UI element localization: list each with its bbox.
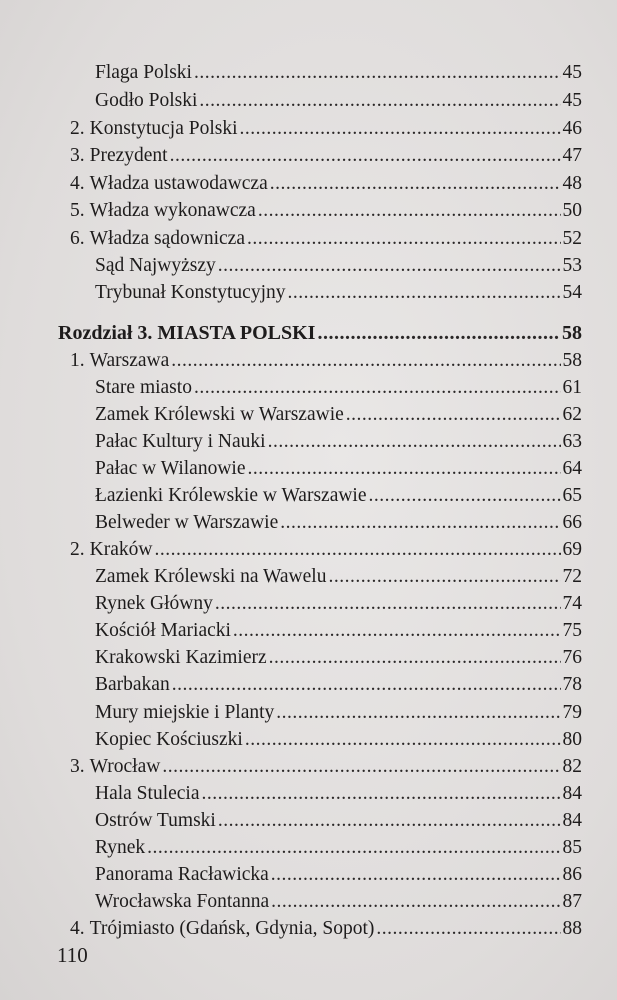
toc-entry-title: Warszawa xyxy=(89,350,170,371)
toc-entry-number: 2. xyxy=(70,118,85,139)
toc-entry-title: Zamek Królewski w Warszawie xyxy=(95,404,344,425)
toc-entry xyxy=(70,754,582,780)
chapter-heading xyxy=(58,320,582,346)
dot-leader xyxy=(276,700,560,726)
toc-entry-title: Zamek Królewski na Wawelu xyxy=(95,566,327,587)
toc-entry-title: Władza wykonawcza xyxy=(89,200,256,221)
dot-leader xyxy=(194,375,561,401)
toc-entry-title: Kraków xyxy=(89,539,153,560)
toc-entry-page: 65 xyxy=(562,485,582,506)
toc-entry-page: 63 xyxy=(562,431,582,452)
toc-entry xyxy=(95,429,582,455)
toc-entry-page: 50 xyxy=(562,200,582,221)
toc-entry-number: 6. xyxy=(70,228,85,249)
toc-entry xyxy=(95,672,582,698)
toc-entry-number: 2. xyxy=(70,539,85,560)
toc-entry-number: 4. xyxy=(70,173,85,194)
toc-entry-title: Trybunał Konstytucyjny xyxy=(95,282,286,303)
toc-entry-title: Pałac Kultury i Nauki xyxy=(95,431,266,452)
dot-leader xyxy=(346,402,561,428)
dot-leader xyxy=(328,564,560,590)
toc-entry xyxy=(95,510,582,536)
dot-leader xyxy=(240,116,561,142)
toc-entry-page: 46 xyxy=(562,118,582,139)
toc-entry-page: 84 xyxy=(562,783,582,804)
toc-entry-title: Krakowski Kazimierz xyxy=(95,647,267,668)
toc-entry-title: Stare miasto xyxy=(95,377,192,398)
toc-entry-page: 79 xyxy=(562,702,582,723)
toc-entry-title: Wrocławska Fontanna xyxy=(95,891,270,912)
toc-entry-title: Prezydent xyxy=(89,145,168,166)
toc-entry xyxy=(70,348,582,374)
toc-entry-title: Panorama Racławicka xyxy=(95,864,269,885)
toc-entry-page: 45 xyxy=(562,62,582,83)
dot-leader xyxy=(317,320,560,346)
toc-entry-page: 69 xyxy=(562,539,582,560)
toc-entry-title: Pałac w Wilanowie xyxy=(95,458,246,479)
toc-entry-page: 78 xyxy=(562,674,582,695)
toc-entry xyxy=(95,591,582,617)
dot-leader xyxy=(288,280,561,306)
toc-entry xyxy=(70,171,582,197)
chapter-page: 58 xyxy=(562,322,582,344)
toc-entry xyxy=(70,198,582,224)
toc-entry xyxy=(70,916,582,942)
toc-entry xyxy=(95,564,582,590)
toc-entry xyxy=(70,537,582,563)
toc-entry-title: Godło Polski xyxy=(95,90,198,111)
toc-entry-page: 54 xyxy=(562,282,582,303)
toc-entry-title: Sąd Najwyższy xyxy=(95,255,216,276)
toc-entry xyxy=(95,862,582,888)
dot-leader xyxy=(147,835,560,861)
dot-leader xyxy=(172,672,561,698)
toc-entry-number: 3. xyxy=(70,145,85,166)
dot-leader xyxy=(215,591,561,617)
toc-entry-page: 61 xyxy=(562,377,582,398)
toc-entry xyxy=(70,143,582,169)
toc-entry-title: Mury miejskie i Planty xyxy=(95,702,275,723)
toc-entry-title: Wrocław xyxy=(89,756,161,777)
toc-entry-page: 75 xyxy=(562,620,582,641)
dot-leader xyxy=(258,198,561,224)
dot-leader xyxy=(171,348,560,374)
dot-leader xyxy=(268,429,561,455)
toc-entry xyxy=(95,60,582,86)
toc-entry-page: 82 xyxy=(562,756,582,777)
toc-entry-title: Władza ustawodawcza xyxy=(89,173,268,194)
toc-entry xyxy=(95,727,582,753)
toc-entry xyxy=(95,645,582,671)
toc-entry-title: Hala Stulecia xyxy=(95,783,200,804)
toc-entry xyxy=(95,700,582,726)
toc-entry-page: 85 xyxy=(562,837,582,858)
toc-entry xyxy=(95,88,582,114)
toc-entry-page: 80 xyxy=(562,729,582,750)
dot-leader xyxy=(247,456,560,482)
toc-entry-title: Trójmiasto (Gdańsk, Gdynia, Sopot) xyxy=(89,918,375,939)
toc-entry-title: Kościół Mariacki xyxy=(95,620,231,641)
toc-entry xyxy=(95,253,582,279)
toc-entry-page: 87 xyxy=(562,891,582,912)
dot-leader xyxy=(245,727,561,753)
dot-leader xyxy=(154,537,560,563)
toc-entry-page: 58 xyxy=(562,350,582,371)
toc-entry-page: 48 xyxy=(562,173,582,194)
toc-entry xyxy=(95,375,582,401)
toc-entry-title: Konstytucja Polski xyxy=(89,118,238,139)
dot-leader xyxy=(202,781,561,807)
dot-leader xyxy=(271,862,561,888)
toc-entry-page: 88 xyxy=(562,918,582,939)
toc-entry-page: 53 xyxy=(562,255,582,276)
toc-entry-page: 66 xyxy=(562,512,582,533)
page-number: 110 xyxy=(57,943,88,967)
toc-entry-number: 5. xyxy=(70,200,85,221)
toc-entry-page: 72 xyxy=(562,566,582,587)
toc-entry-title: Łazienki Królewskie w Warszawie xyxy=(95,485,367,506)
dot-leader xyxy=(247,226,561,252)
toc-entry xyxy=(70,226,582,252)
toc-entry xyxy=(95,483,582,509)
dot-leader xyxy=(280,510,560,536)
toc-entry-page: 86 xyxy=(562,864,582,885)
toc-entry-number: 3. xyxy=(70,756,85,777)
toc-entry-title: Rynek Główny xyxy=(95,593,213,614)
toc-entry-page: 76 xyxy=(562,647,582,668)
toc-entry xyxy=(95,781,582,807)
toc-entry-title: Rynek xyxy=(95,837,146,858)
toc-entry-title: Ostrów Tumski xyxy=(95,810,216,831)
dot-leader xyxy=(218,253,561,279)
toc-entry-page: 74 xyxy=(562,593,582,614)
toc-entry-page: 84 xyxy=(562,810,582,831)
toc-entry-page: 52 xyxy=(562,228,582,249)
dot-leader xyxy=(194,60,561,86)
toc-entry xyxy=(95,835,582,861)
dot-leader xyxy=(271,889,560,915)
toc-entry-page: 62 xyxy=(562,404,582,425)
toc-entry-number: 4. xyxy=(70,918,85,939)
toc-entry-title: Belweder w Warszawie xyxy=(95,512,279,533)
toc-entry-number: 1. xyxy=(70,350,85,371)
toc-entry-title: Flaga Polski xyxy=(95,62,192,83)
dot-leader xyxy=(218,808,561,834)
toc-entry xyxy=(70,116,582,142)
chapter-title: Rozdział 3. MIASTA POLSKI xyxy=(58,322,316,344)
toc-entry-page: 64 xyxy=(562,458,582,479)
toc-entry xyxy=(95,280,582,306)
dot-leader xyxy=(199,88,560,114)
dot-leader xyxy=(369,483,561,509)
toc-entry-title: Władza sądownicza xyxy=(89,228,245,249)
toc-entry-page: 47 xyxy=(562,145,582,166)
toc-entry xyxy=(95,889,582,915)
dot-leader xyxy=(270,171,561,197)
toc-entry xyxy=(95,402,582,428)
toc-entry xyxy=(95,808,582,834)
toc-entry xyxy=(95,456,582,482)
toc-entry-title: Barbakan xyxy=(95,674,170,695)
toc-entry-title: Kopiec Kościuszki xyxy=(95,729,243,750)
dot-leader xyxy=(269,645,561,671)
dot-leader xyxy=(233,618,561,644)
dot-leader xyxy=(170,143,561,169)
toc-entry xyxy=(95,618,582,644)
toc-entry-page: 45 xyxy=(562,90,582,111)
dot-leader xyxy=(162,754,560,780)
dot-leader xyxy=(376,916,560,942)
